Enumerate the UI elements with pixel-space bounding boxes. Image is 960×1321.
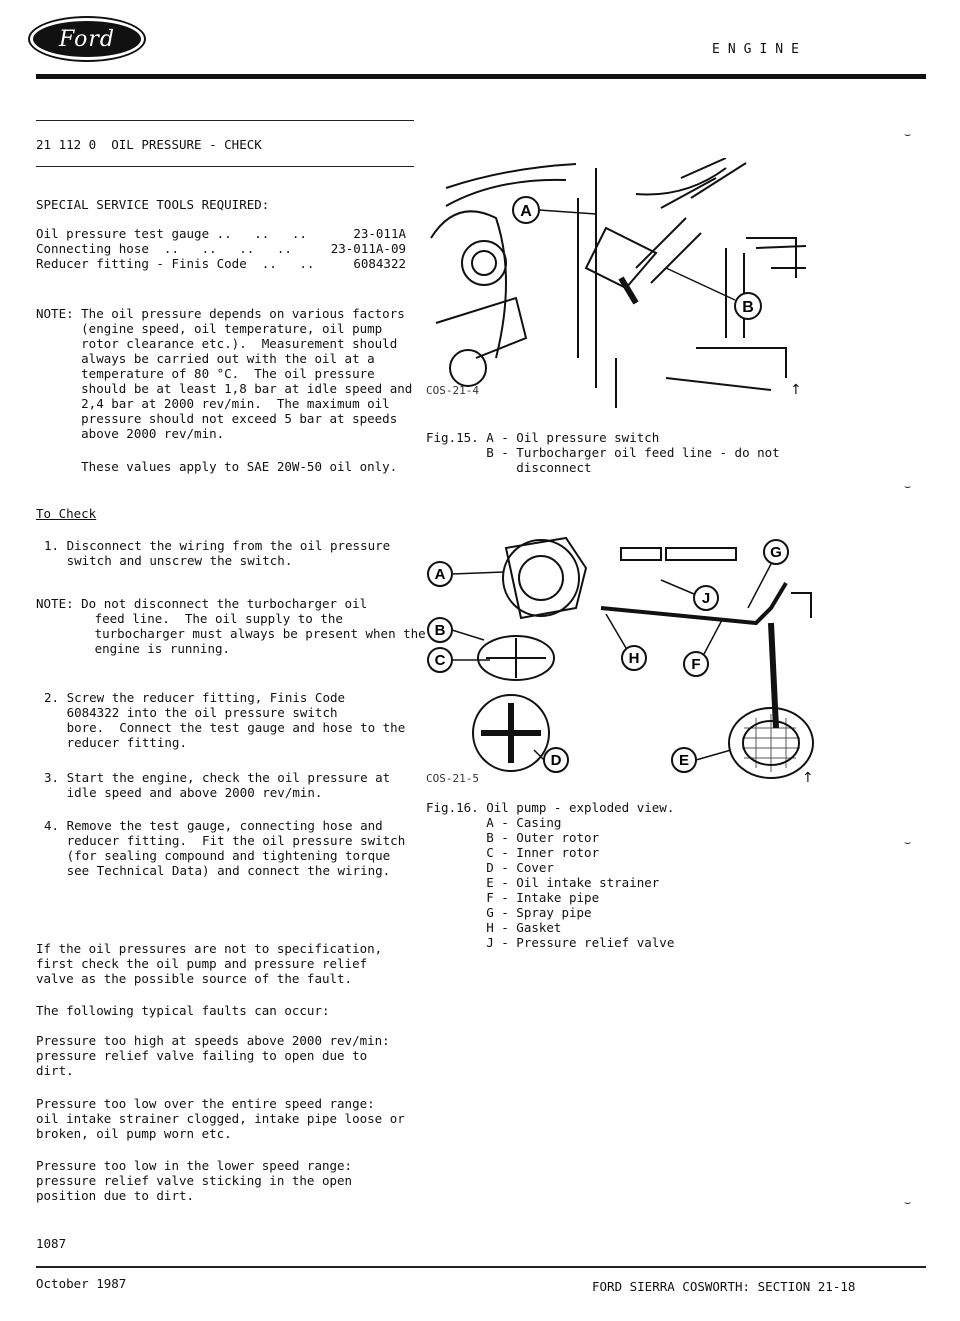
svg-text:E: E bbox=[678, 752, 690, 769]
figure-15-drawing bbox=[426, 158, 806, 410]
svg-text:B: B bbox=[742, 299, 754, 316]
ford-logo: Ford bbox=[30, 18, 144, 60]
to-check-title: To Check bbox=[36, 506, 97, 521]
fig16-code: COS-21-5 bbox=[426, 772, 479, 784]
heading-rule-bottom bbox=[36, 166, 414, 167]
header-divider bbox=[36, 74, 926, 79]
fig16-label-layer bbox=[426, 528, 818, 784]
svg-text:A: A bbox=[520, 203, 532, 220]
svg-text:C: C bbox=[434, 652, 446, 669]
step-1: 1. Disconnect the wiring from the oil pressure switch and unscrew the switch. bbox=[44, 538, 391, 568]
fig15-label-a bbox=[513, 197, 596, 223]
north-arrow-icon: ↑ bbox=[790, 382, 802, 398]
figure-15-caption: Fig.15. A - Oil pressure switch B - Turbocharger oil feed line - do not disconnect bbox=[426, 430, 780, 475]
fig15-label-b bbox=[666, 268, 761, 319]
fault-low-pressure: Pressure too low over the entire speed range: oil intake strainer clogged, intake pipe loose or broken, oil pump worn etc. bbox=[36, 1096, 405, 1141]
fig16-label-a bbox=[428, 562, 504, 586]
tool-row: Reducer fitting - Finis Code .. .. 6084322 bbox=[36, 256, 406, 271]
tools-list bbox=[36, 226, 406, 271]
footer-title: FORD SIERRA COSWORTH: SECTION 21-18 bbox=[592, 1279, 856, 1294]
fig16-label-d bbox=[534, 748, 568, 772]
svg-text:J: J bbox=[701, 590, 711, 607]
tool-row: Oil pressure test gauge .. .. .. 23-011A bbox=[36, 226, 406, 241]
svg-text:H: H bbox=[628, 650, 640, 667]
heading-rule-top bbox=[36, 120, 414, 121]
fig16-label-f bbox=[684, 620, 722, 676]
paragraph-faults-intro: The following typical faults can occur: bbox=[36, 1003, 330, 1018]
svg-text:G: G bbox=[770, 544, 782, 561]
margin-mark: ⌣ bbox=[904, 1196, 912, 1209]
fig16-label-j bbox=[661, 580, 718, 610]
note-turbo: NOTE: Do not disconnect the turbocharger oil feed line. The oil supply to the turbocharger must always be present when the engine is running. bbox=[36, 596, 426, 656]
fault-low-speed: Pressure too low in the lower speed range: pressure relief valve sticking in the open position due to dirt. bbox=[36, 1158, 353, 1203]
margin-mark: ⌣ bbox=[904, 128, 912, 141]
page-number: 1087 bbox=[36, 1236, 67, 1251]
fig16-label-h bbox=[606, 614, 646, 670]
north-arrow-icon: ↑ bbox=[802, 770, 814, 784]
fig16-label-g bbox=[748, 540, 788, 608]
fig16-label-b bbox=[428, 618, 484, 642]
footer-date: October 1987 bbox=[36, 1276, 127, 1291]
svg-text:A: A bbox=[434, 566, 446, 583]
fig15-code: COS-21-4 bbox=[426, 384, 479, 397]
margin-mark: ⌣ bbox=[904, 480, 912, 493]
fault-high-pressure: Pressure too high at speeds above 2000 rev/min: pressure relief valve failing to open due to dirt. bbox=[36, 1033, 390, 1078]
section-title: ENGINE bbox=[712, 42, 807, 57]
figure-16-illustration bbox=[426, 528, 818, 784]
step-2: 2. Screw the reducer fitting, Finis Code 6084322 into the oil pressure switch bore. Connect the test gauge and hose to the reducer fitting. bbox=[44, 690, 406, 750]
fig16-label-e bbox=[672, 748, 731, 772]
footer-divider bbox=[36, 1266, 926, 1268]
page-heading: 21 112 0 OIL PRESSURE - CHECK bbox=[36, 137, 262, 152]
note-oil-grade: These values apply to SAE 20W-50 oil only. bbox=[36, 459, 398, 474]
step-4: 4. Remove the test gauge, connecting hose and reducer fitting. Fit the oil pressure switch (for sealing compound and tightening torque see Technical Data) and connect the wiring. bbox=[44, 818, 406, 878]
tool-row: Connecting hose .. .. .. .. 23-011A-09 bbox=[36, 241, 406, 256]
note-oil-pressure: NOTE: The oil pressure depends on various factors (engine speed, oil temperature, oil pump rotor clearance etc.). Measurement should always be carried out with the oil at a temperature of 80 °C. The oil pressure should be at least 1,8 bar at idle speed and 2,4 bar at 2000 rev/min. The maximum oil pressure should not exceed 5 bar at speeds above 2000 rev/min. bbox=[36, 306, 413, 441]
step-3: 3. Start the engine, check the oil pressure at idle speed and above 2000 rev/min. bbox=[44, 770, 391, 800]
svg-text:D: D bbox=[550, 752, 562, 769]
svg-text:F: F bbox=[691, 656, 701, 673]
margin-mark: ⌣ bbox=[904, 836, 912, 849]
tools-title: SPECIAL SERVICE TOOLS REQUIRED: bbox=[36, 197, 270, 212]
figure-15-illustration bbox=[426, 158, 806, 410]
svg-text:B: B bbox=[434, 622, 446, 639]
figure-16-caption: Fig.16. Oil pump - exploded view. A - Casing B - Outer rotor C - Inner rotor D - Cover E - Oil intake strainer F - Intake pipe G - Spray pipe H - Gasket J - Pressure relief valve bbox=[426, 800, 675, 950]
paragraph-specification: If the oil pressures are not to specification, first check the oil pump and pressure relief valve as the possible source of the fault. bbox=[36, 941, 383, 986]
fig16-label-c bbox=[428, 648, 490, 672]
